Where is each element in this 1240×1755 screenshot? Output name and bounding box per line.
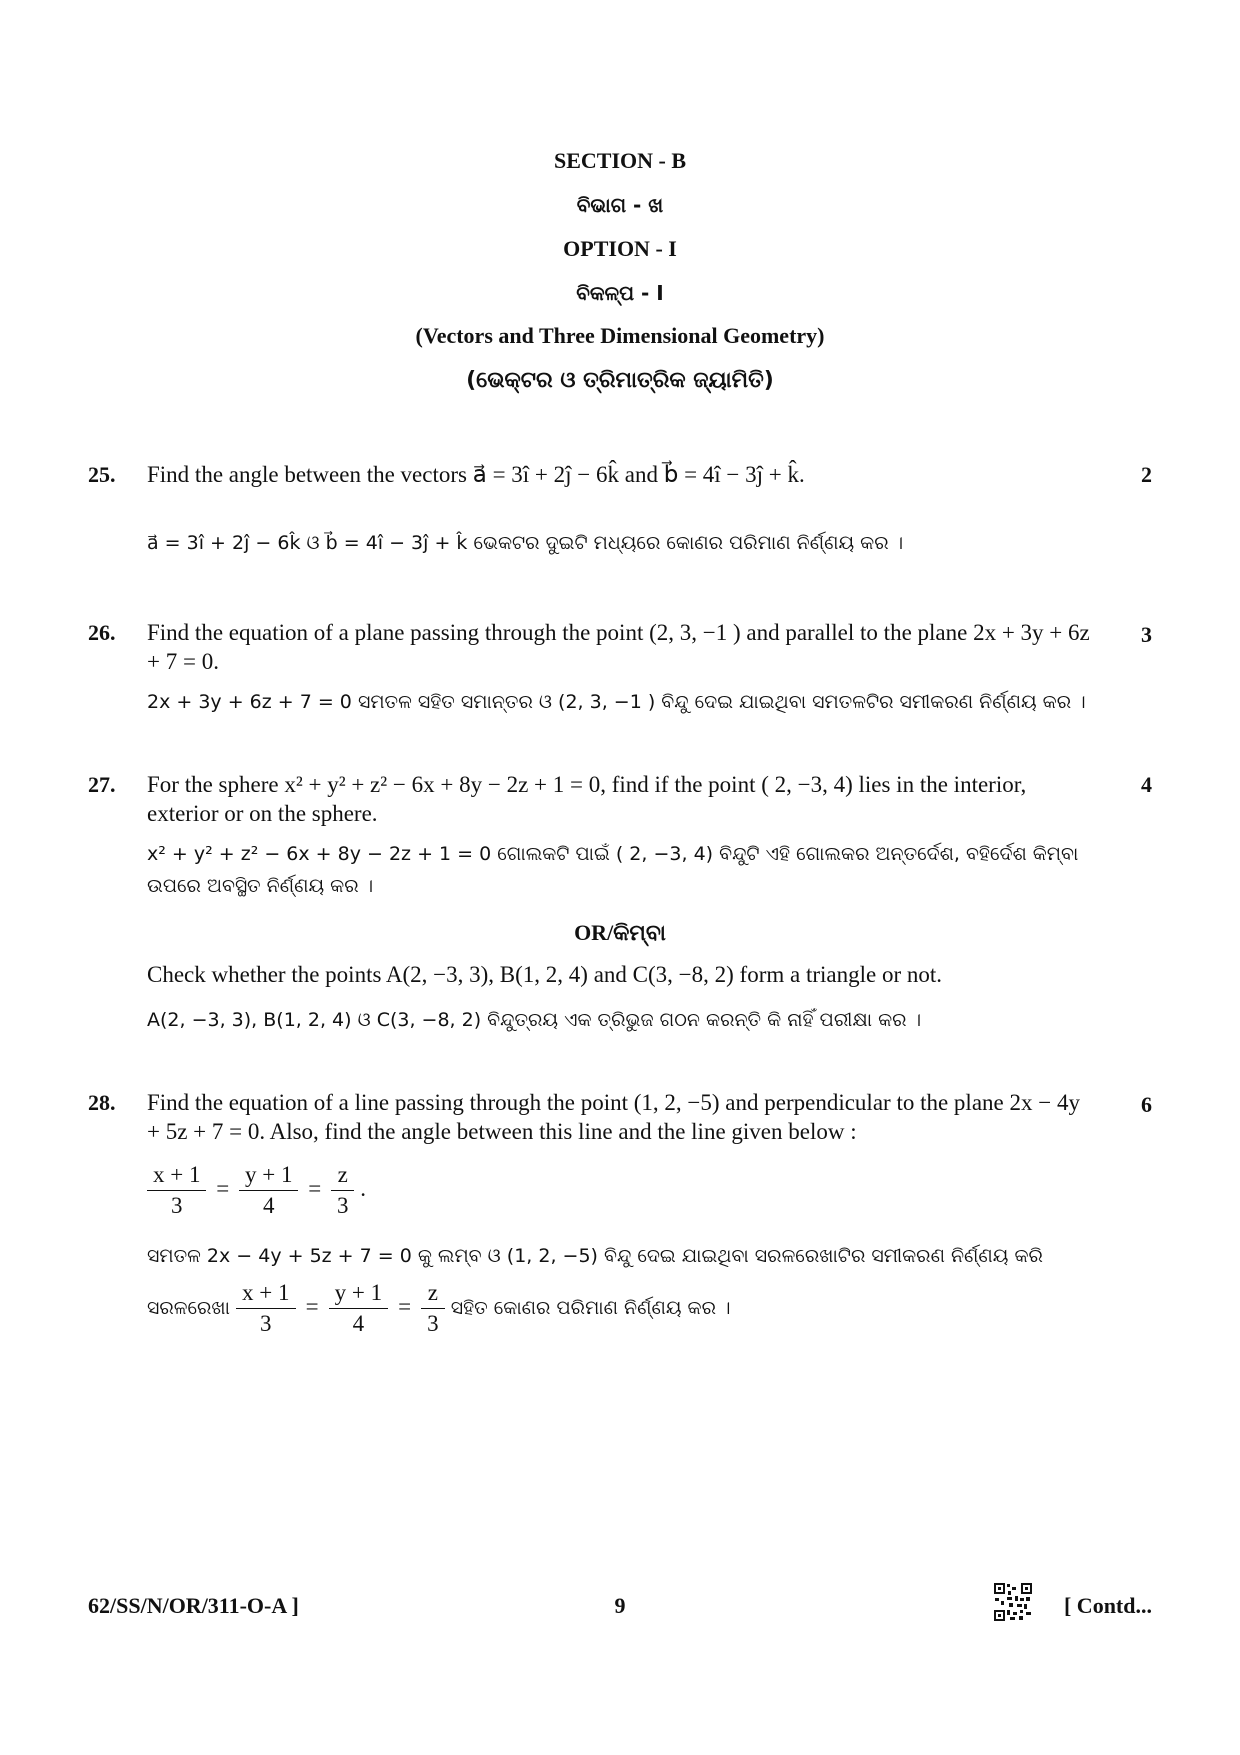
option-heading-odia: ବିକଳ୍ପ - I [576, 281, 664, 305]
question-text-odia: ସମତଳ 2x − 4y + 5z + 7 = 0 କୁ ଲମ୍ବ ଓ (1, 2, −5) ବିନ୍ଦୁ ଦେଇ ଯାଇଥିବା ସରଳରେଖାଟିର ସମୀକରଣ ନିର୍ଣ୍ଣୟ କରି [147, 1245, 1043, 1267]
topic-heading-odia: (ଭେକ୍ଟର ଓ ତ୍ରିମାତ୍ରିକ ଜ୍ୟାମିତି) [466, 368, 774, 393]
question-text: For the sphere x² + y² + z² − 6x + 8y − 2z + 1 = 0, find if the point ( 2, −3, 4) lies in the interior, exterior or on the sphere. [147, 772, 1027, 826]
qr-code-icon [993, 1582, 1033, 1622]
question-text: Find the equation of a line passing through the point (1, 2, −5) and perpendicular to the plane 2x − 4y + 5z + 7 = 0. Also, find the angle between this line and the line given below : [147, 1090, 1080, 1144]
question-marks: 4 [1141, 772, 1152, 797]
question-text: Find the angle between the vectors a⃗ = 3î + 2ĵ − 6k̂ and b⃗ = 4î − 3ĵ + k̂. [147, 462, 805, 487]
page-number: 9 [614, 1593, 626, 1618]
question-text-odia: 2x + 3y + 6z + 7 = 0 ସମତଳ ସହିତ ସମାନ୍ତର ଓ (2, 3, −1 ) ବିନ୍ଦୁ ଦେଇ ଯାଇଥିବା ସମତଳଟିର ସମୀକରଣ ନିର୍ଣ୍ଣୟ କର । [147, 691, 1086, 713]
question-marks: 6 [1141, 1092, 1152, 1117]
continued-label: [ Contd... [1063, 1593, 1152, 1618]
fraction [236, 1280, 295, 1337]
question-number: 26. [88, 620, 116, 645]
odia-prefix: ସରଳରେଖା [147, 1297, 230, 1319]
fraction [147, 1162, 206, 1219]
fraction-denominator: 3 [260, 1311, 272, 1336]
fraction-numerator: x + 1 [147, 1162, 206, 1191]
line-equation: $\frac{x + 1}{3}$ = $\frac{y + 1}{4}$ = $\frac{z}{3}$ . [147, 1162, 366, 1219]
question-marks: 2 [1141, 462, 1152, 487]
question-marks: 3 [1141, 622, 1152, 647]
fraction [239, 1162, 298, 1219]
fraction-denominator: 3 [427, 1311, 439, 1336]
fraction [331, 1162, 355, 1219]
fraction-denominator: 4 [352, 1311, 365, 1336]
section-heading-odia: ବିଭାଗ - ଖ [576, 193, 664, 217]
question-number: 25. [88, 462, 116, 487]
alternate-question-text-odia: A(2, −3, 3), B(1, 2, 4) ଓ C(3, −8, 2) ବିନ୍ଦୁତ୍ରୟ ଏକ ତ୍ରିଭୁଜ ଗଠନ କରନ୍ତି କି ନାହିଁ ପରୀକ୍ଷା କର । [147, 1009, 922, 1031]
question-number: 28. [88, 1090, 116, 1115]
question-text-odia: x² + y² + z² − 6x + 8y − 2z + 1 = 0 ଗୋଲକଟି ପାଇଁ ( 2, −3, 4) ବିନ୍ଦୁଟି ଏହି ଗୋଲକର ଅନ୍ତର୍ଦେଶ, ବହିର୍ଦେଶ କିମ୍ବା ଉପରେ ଅବସ୍ଥିତ ନିର୍ଣ୍ଣୟ କର । [147, 843, 1079, 897]
fraction-numerator: y + 1 [329, 1280, 388, 1309]
fraction-numerator: y + 1 [239, 1162, 298, 1191]
question-text-odia: a⃗ = 3î + 2ĵ − 6k̂ ଓ b⃗ = 4î − 3ĵ + k̂ ଭେକଟର ଦୁଇଟି ମଧ୍ୟରେ କୋଣର ପରିମାଣ ନିର୍ଣ୍ଣୟ କର । [147, 532, 904, 554]
question-number: 27. [88, 772, 116, 797]
fraction-denominator: 3 [336, 1193, 349, 1218]
alternate-question-text: Check whether the points A(2, −3, 3), B(1, 2, 4) and C(3, −8, 2) form a triangle or not. [147, 962, 943, 987]
fraction-numerator: z [421, 1280, 445, 1309]
fraction [421, 1280, 445, 1337]
fraction-numerator: x + 1 [236, 1280, 295, 1309]
paper-code: 62/SS/N/OR/311-O-A ] [88, 1593, 299, 1618]
odia-suffix: ସହିତ କୋଣର ପରିମାଣ ନିର୍ଣ୍ଣୟ କର । [450, 1297, 731, 1319]
fraction-denominator: 4 [262, 1193, 275, 1218]
question-text: Find the equation of a plane passing through the point (2, 3, −1 ) and parallel to the plane 2x + 3y + 6z + 7 = 0. [147, 620, 1090, 674]
option-heading: OPTION - I [563, 236, 677, 261]
topic-heading: (Vectors and Three Dimensional Geometry) [415, 323, 825, 348]
section-heading: SECTION - B [553, 148, 687, 173]
or-separator: OR/କିମ୍ବା [574, 920, 666, 945]
line-equation-odia: ସରଳରେଖା $\frac{x + 1}{3}$ = $\frac{y + 1}{4}$ = $\frac{z}{3}$ ସହିତ କୋଣର ପରିମାଣ ନିର୍ଣ୍ଣୟ କର । [147, 1280, 731, 1336]
fraction-numerator: z [331, 1162, 355, 1191]
fraction [329, 1280, 388, 1337]
fraction-denominator: 3 [170, 1193, 183, 1218]
